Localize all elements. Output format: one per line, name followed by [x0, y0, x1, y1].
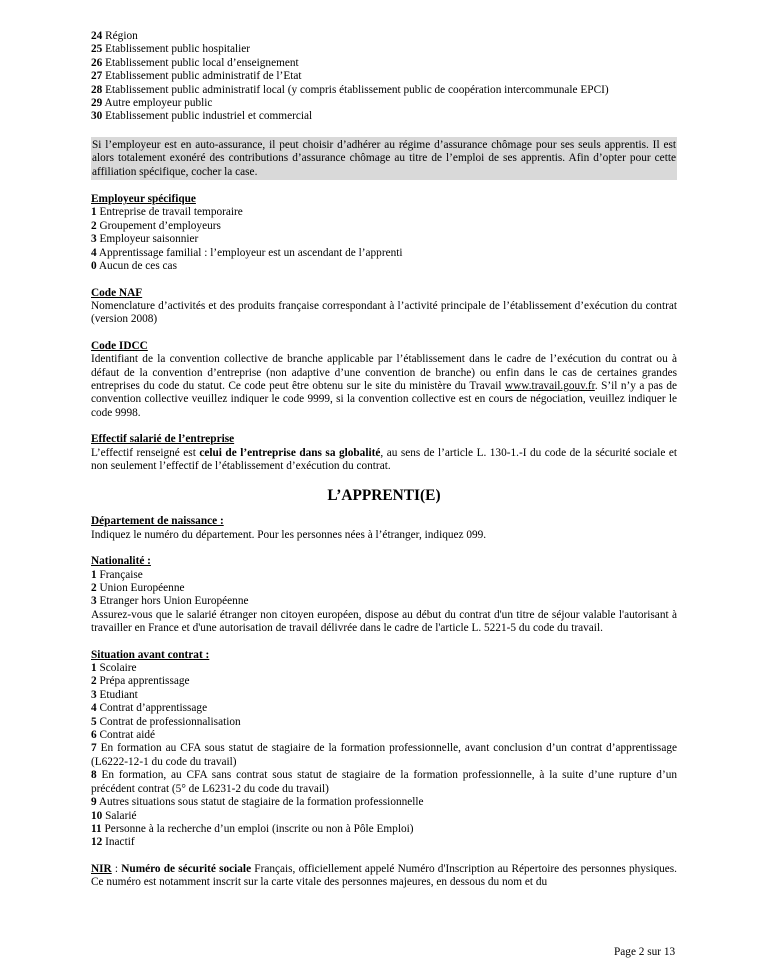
self-insurance-note: Si l’employeur est en auto-assurance, il peut choisir d’adhérer au régime d’assurance chômage pour ses seuls apprentis. Il est alors totalement exonéré des contributions d’assurance chômage au titre de l’emploi de ses apprentis. Afin d’opter pour cette affiliation spécifique, cocher la case. — [91, 137, 677, 180]
list-item: 1 Scolaire — [91, 662, 137, 675]
naf-text: Nomenclature d’activités et des produits française correspondant à l’activité principale de l’établissement d’exécution du contrat (version 2008) — [91, 299, 677, 326]
list-item: 0 Aucun de ces cas — [91, 260, 177, 273]
naf-section — [91, 287, 677, 327]
document-page — [91, 30, 677, 890]
nationality-section — [91, 555, 677, 635]
list-item: 29 Autre employeur public — [91, 97, 213, 110]
list-item: 11 Personne à la recherche d’un emploi (inscrite ou non à Pôle Emploi) — [91, 822, 414, 835]
section-heading: Employeur spécifique — [91, 193, 196, 206]
section-title: L’APPRENTI(E) — [327, 487, 441, 505]
list-item: 6 Contrat aidé — [91, 729, 156, 742]
list-item: 1 Entreprise de travail temporaire — [91, 206, 243, 219]
list-item: 2 Union Européenne — [91, 582, 185, 594]
employer-type-list — [91, 30, 677, 124]
list-item: 26 Etablissement public local d’enseignement — [91, 56, 299, 69]
list-item: 24 Région — [91, 30, 138, 42]
situation-section — [91, 649, 677, 850]
list-item: 5 Contrat de professionnalisation — [91, 715, 241, 728]
section-heading: Situation avant contrat : — [91, 648, 210, 661]
list-item: 1 Française — [91, 568, 143, 581]
list-item: 3 Employeur saisonnier — [91, 233, 199, 246]
list-item: 7 En formation au CFA sous statut de stagiaire de la formation professionnelle, avant conclusion d’un contrat d’apprentissage (L6222-12-1 du code du travail) — [91, 742, 678, 768]
nationality-note: Assurez-vous que le salarié étranger non citoyen européen, dispose au début du contrat d'un titre de séjour valable l'autorisant à travailler en France et d'une autorisation de travail délivrée dans le cadre de l'article L. 5221-5 du code du travail. — [91, 608, 677, 635]
section-heading: Code IDCC — [91, 339, 148, 352]
headcount-text: L’effectif renseigné est celui de l’entreprise dans sa globalité, au sens de l’article L. 130-1.-I du code de la sécurité sociale et non seulement l’effectif de l’établissement d’exécution du contrat. — [91, 446, 677, 472]
list-item: 2 Groupement d’employeurs — [91, 219, 221, 232]
list-item: 25 Etablissement public hospitalier — [91, 43, 251, 56]
nir-section: NIR : Numéro de sécurité sociale Français, officiellement appelé Numéro d'Inscription au Répertoire des personnes physiques. Ce numéro est notamment inscrit sur la carte vitale des personnes majeures, en dessous du nom et du — [91, 862, 677, 889]
list-item: 3 Etranger hors Union Européenne — [91, 595, 249, 608]
list-item: 2 Prépa apprentissage — [91, 675, 190, 688]
list-item: 28 Etablissement public administratif local (y compris établissement public de coopération intercommunale EPCI) — [91, 83, 609, 96]
birth-department-text: Indiquez le numéro du département. Pour les personnes nées à l’étranger, indiquez 099. — [91, 528, 487, 541]
section-heading: Département de naissance : — [91, 515, 224, 528]
section-heading: Effectif salarié de l’entreprise — [91, 433, 235, 446]
list-item: 8 En formation, au CFA sans contrat sous statut de stagiaire de la formation professionnelle, à la suite d’une rupture d’un précédent contrat (5° de L6231-2 du code du travail) — [91, 769, 677, 795]
headcount-section — [91, 433, 677, 473]
list-item: 30 Etablissement public industriel et commercial — [91, 110, 313, 123]
page-number: Page 2 sur 13 — [614, 946, 676, 958]
specific-employer-section — [91, 193, 677, 273]
nir-label: NIR — [91, 862, 112, 875]
list-item: 4 Contrat d’apprentissage — [91, 702, 208, 715]
list-item: 9 Autres situations sous statut de stagiaire de la formation professionnelle — [91, 796, 424, 809]
list-item: 12 Inactif — [91, 836, 135, 849]
section-heading: Code NAF — [91, 286, 143, 299]
list-item: 3 Etudiant — [91, 688, 138, 701]
list-item: 27 Etablissement public administratif de l’Etat — [91, 70, 302, 83]
list-item: 4 Apprentissage familial : l’employeur est un ascendant de l’apprenti — [91, 246, 403, 259]
birth-department-section — [91, 515, 677, 542]
section-heading: Nationalité : — [91, 555, 151, 568]
idcc-section — [91, 340, 677, 420]
list-item: 10 Salarié — [91, 809, 137, 822]
travail-gouv-link[interactable]: www.travail.gouv.fr — [504, 379, 595, 392]
idcc-text: Identifiant de la convention collective de branche applicable par l’établissement dans le cadre de l’exécution du contrat ou à défaut de la convention d’entreprise (non adaptive d’une convention de branche) ou enfin dans le cas de certaines grandes entreprises du code du statut. Ce code peut être obtenu sur le site du ministère du Travail www.travail.gouv.fr. S’il n’y a pas de convention collective veuillez indiquer le code 9999, si la convention collective est en cours de négociation, veuillez indiquer le code 9998. — [91, 353, 677, 419]
